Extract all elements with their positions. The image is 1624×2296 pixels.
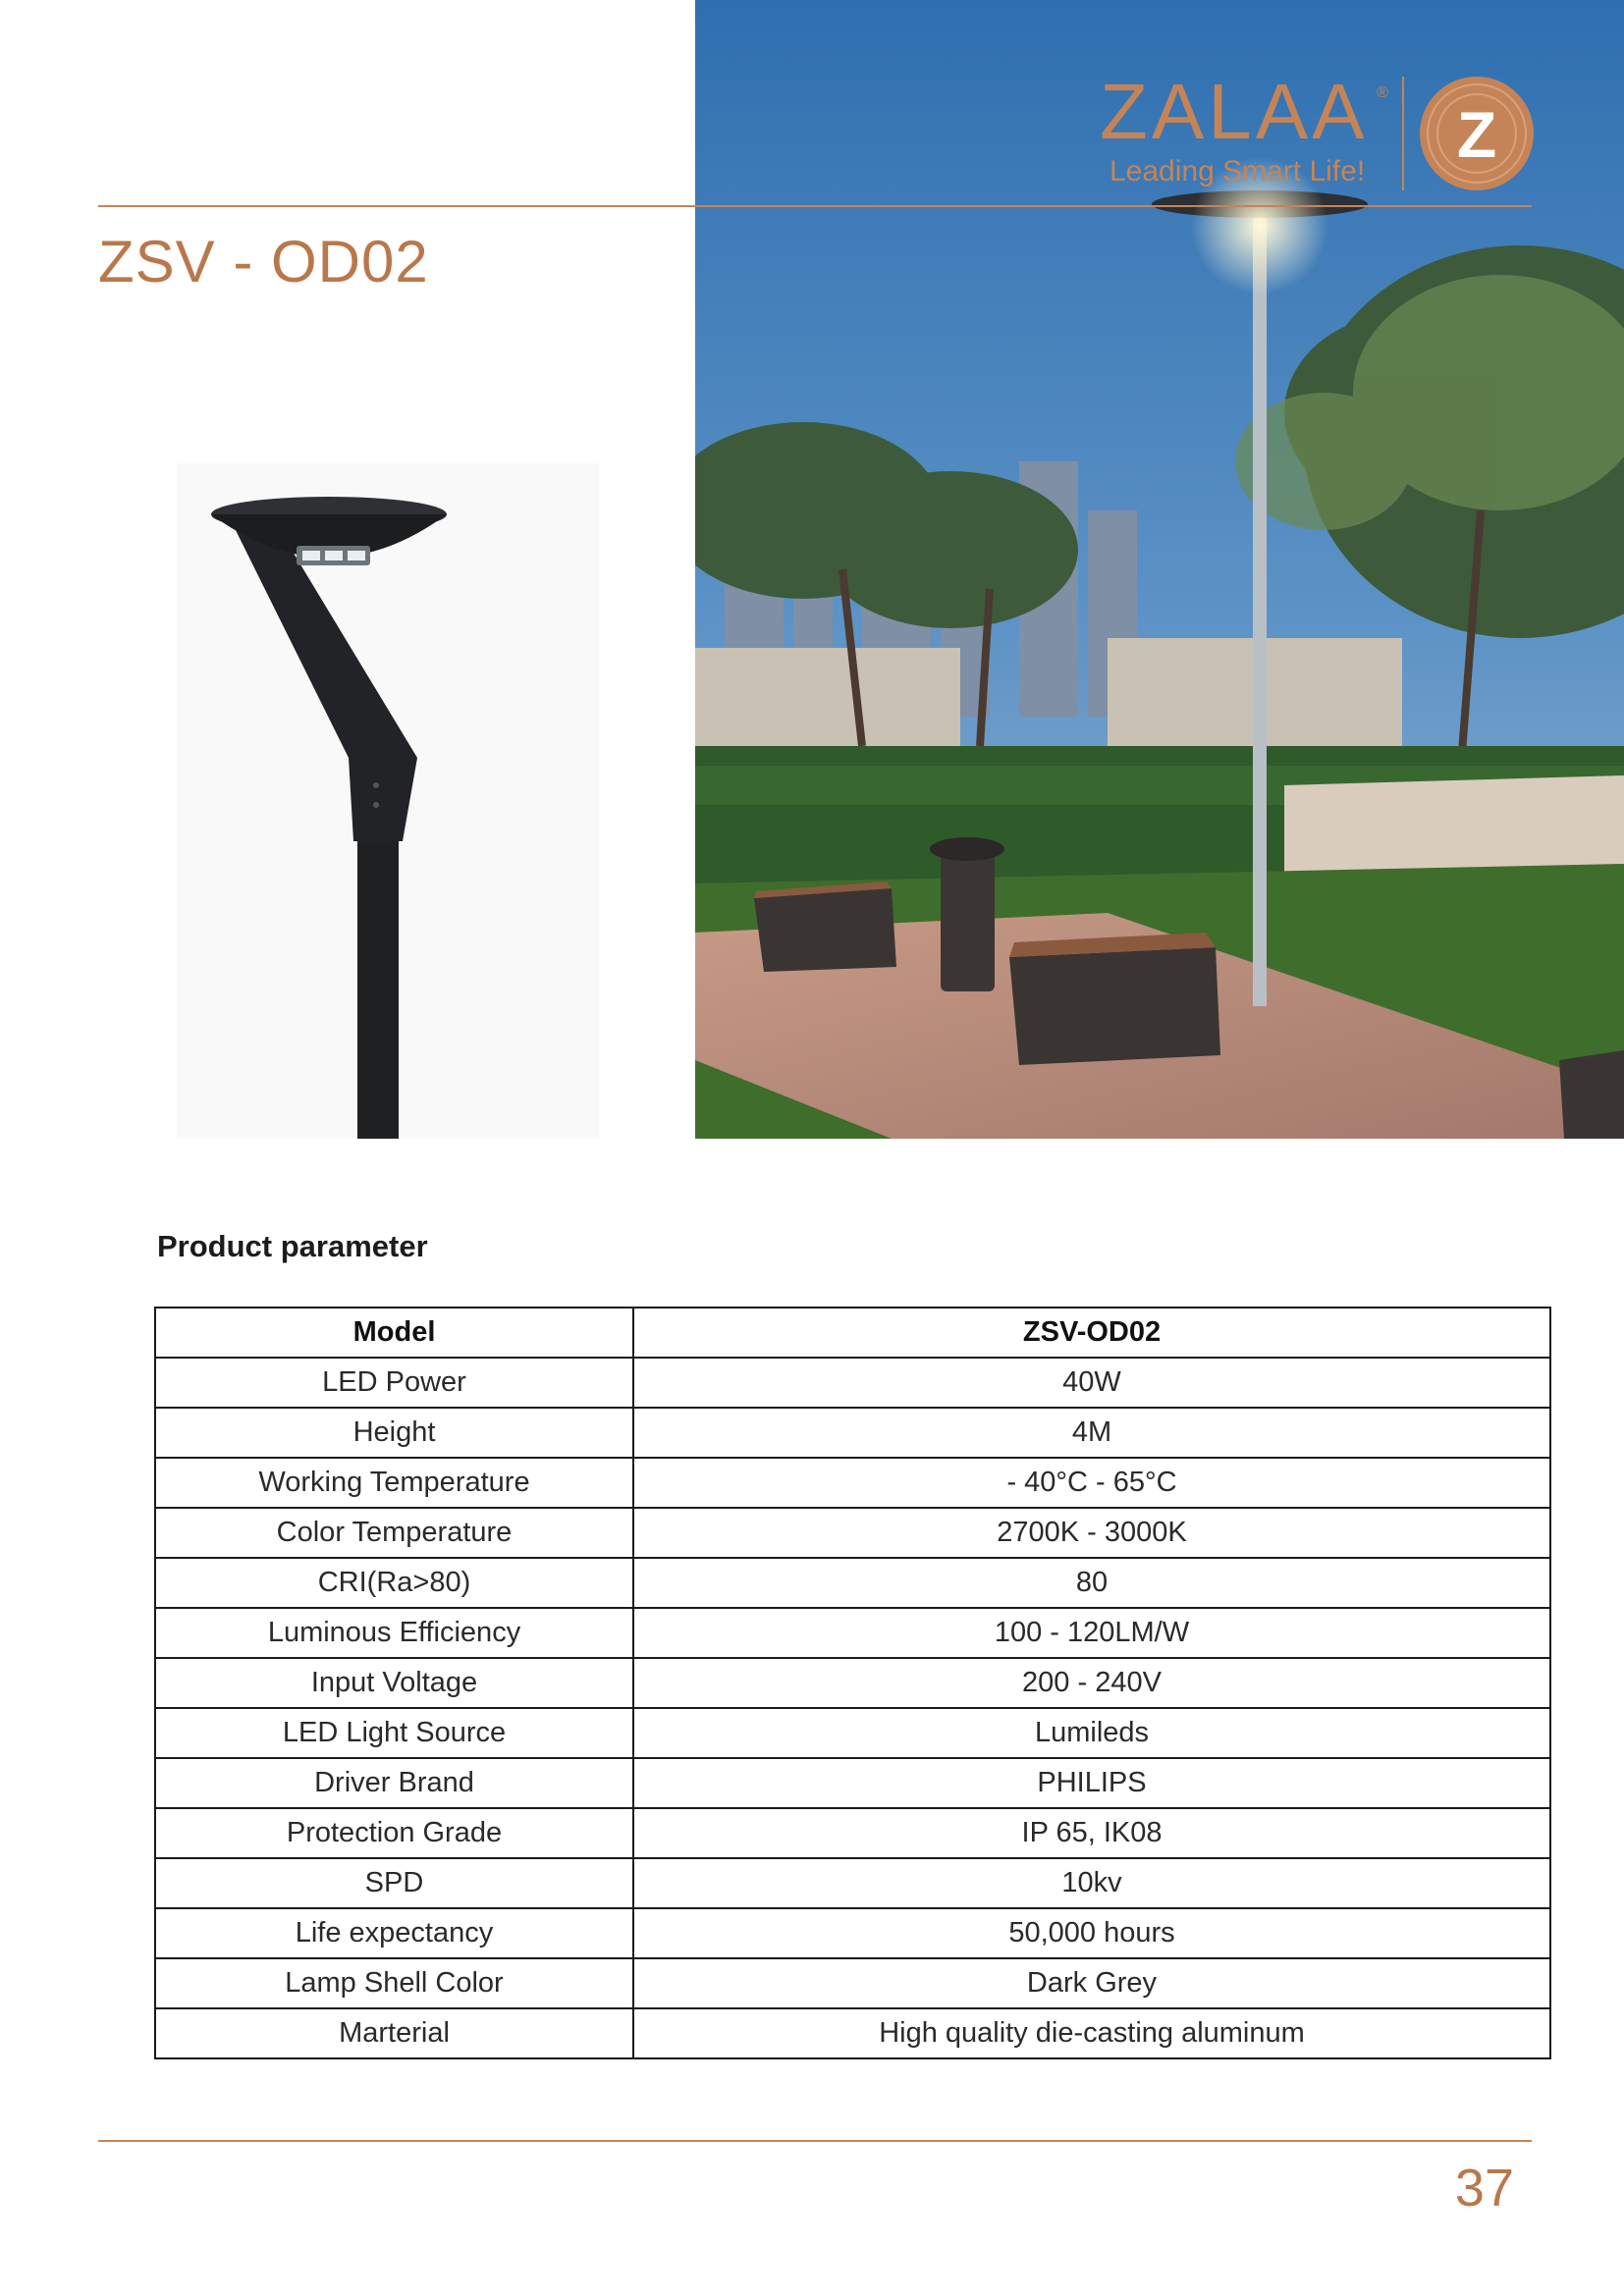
parameter-value-cell: Lumileds <box>633 1708 1550 1758</box>
parameter-value-cell: 100 - 120LM/W <box>633 1608 1550 1658</box>
parameter-value-cell: 4M <box>633 1408 1550 1458</box>
parameter-name-cell: Height <box>155 1408 633 1458</box>
header-cell-label: Model <box>155 1308 633 1358</box>
parameter-name-cell: Color Temperature <box>155 1508 633 1558</box>
brand-logo <box>1090 69 1542 196</box>
parameter-name-cell: Lamp Shell Color <box>155 1958 633 2008</box>
table-row <box>155 1558 1550 1608</box>
table-row <box>155 1808 1550 1858</box>
header-cell-value: ZSV-OD02 <box>633 1308 1550 1358</box>
table-row <box>155 2008 1550 2058</box>
parameter-name-cell: Protection Grade <box>155 1808 633 1858</box>
parameter-name-cell: Luminous Efficiency <box>155 1608 633 1658</box>
parameter-value-cell: 200 - 240V <box>633 1658 1550 1708</box>
registered-mark: ® <box>1377 84 1388 101</box>
parameter-name-cell: Driver Brand <box>155 1758 633 1808</box>
parameter-name-cell: Marterial <box>155 2008 633 2058</box>
table-row <box>155 1958 1550 2008</box>
parameter-value-cell: Dark Grey <box>633 1958 1550 2008</box>
table-row <box>155 1358 1550 1408</box>
street-lamp-illustration <box>177 463 599 1139</box>
table-row <box>155 1708 1550 1758</box>
parameter-name-cell: LED Power <box>155 1358 633 1408</box>
footer-rule <box>98 2140 1532 2142</box>
table-body <box>155 1358 1550 2058</box>
table-row <box>155 1408 1550 1458</box>
brand-name: ZALAA <box>1100 68 1369 155</box>
table-row <box>155 1758 1550 1808</box>
table-row <box>155 1908 1550 1958</box>
table-row <box>155 1508 1550 1558</box>
brand-mark-icon <box>1418 75 1536 192</box>
parameter-name-cell: SPD <box>155 1858 633 1908</box>
parameter-value-cell: PHILIPS <box>633 1758 1550 1808</box>
parameter-name-cell: Life expectancy <box>155 1908 633 1958</box>
parameter-table <box>154 1307 1551 2059</box>
parameter-value-cell: IP 65, IK08 <box>633 1808 1550 1858</box>
table-row <box>155 1858 1550 1908</box>
parameter-name-cell: CRI(Ra>80) <box>155 1558 633 1608</box>
product-photo <box>177 463 599 1139</box>
brand-mark-letter: Z <box>1456 98 1497 171</box>
header-rule <box>98 205 1532 207</box>
parameter-value-cell: High quality die-casting aluminum <box>633 2008 1550 2058</box>
page-number: 37 <box>1454 2159 1514 2217</box>
table-row <box>155 1458 1550 1508</box>
table-row <box>155 1658 1550 1708</box>
parameter-value-cell: 10kv <box>633 1858 1550 1908</box>
parameter-name-cell: Input Voltage <box>155 1658 633 1708</box>
parameter-name-cell: Working Temperature <box>155 1458 633 1508</box>
logo-divider <box>1402 77 1404 190</box>
parameter-value-cell: 2700K - 3000K <box>633 1508 1550 1558</box>
parameter-value-cell: 50,000 hours <box>633 1908 1550 1958</box>
section-heading: Product parameter <box>157 1229 428 1263</box>
parameter-value-cell: 80 <box>633 1558 1550 1608</box>
table-row <box>155 1608 1550 1658</box>
parameter-value-cell: - 40°C - 65°C <box>633 1458 1550 1508</box>
product-title: ZSV - OD02 <box>98 229 429 294</box>
parameter-value-cell: 40W <box>633 1358 1550 1408</box>
brand-tagline: Leading Smart Life! <box>1110 155 1366 187</box>
parameter-name-cell: LED Light Source <box>155 1708 633 1758</box>
table-header-row <box>155 1308 1550 1358</box>
